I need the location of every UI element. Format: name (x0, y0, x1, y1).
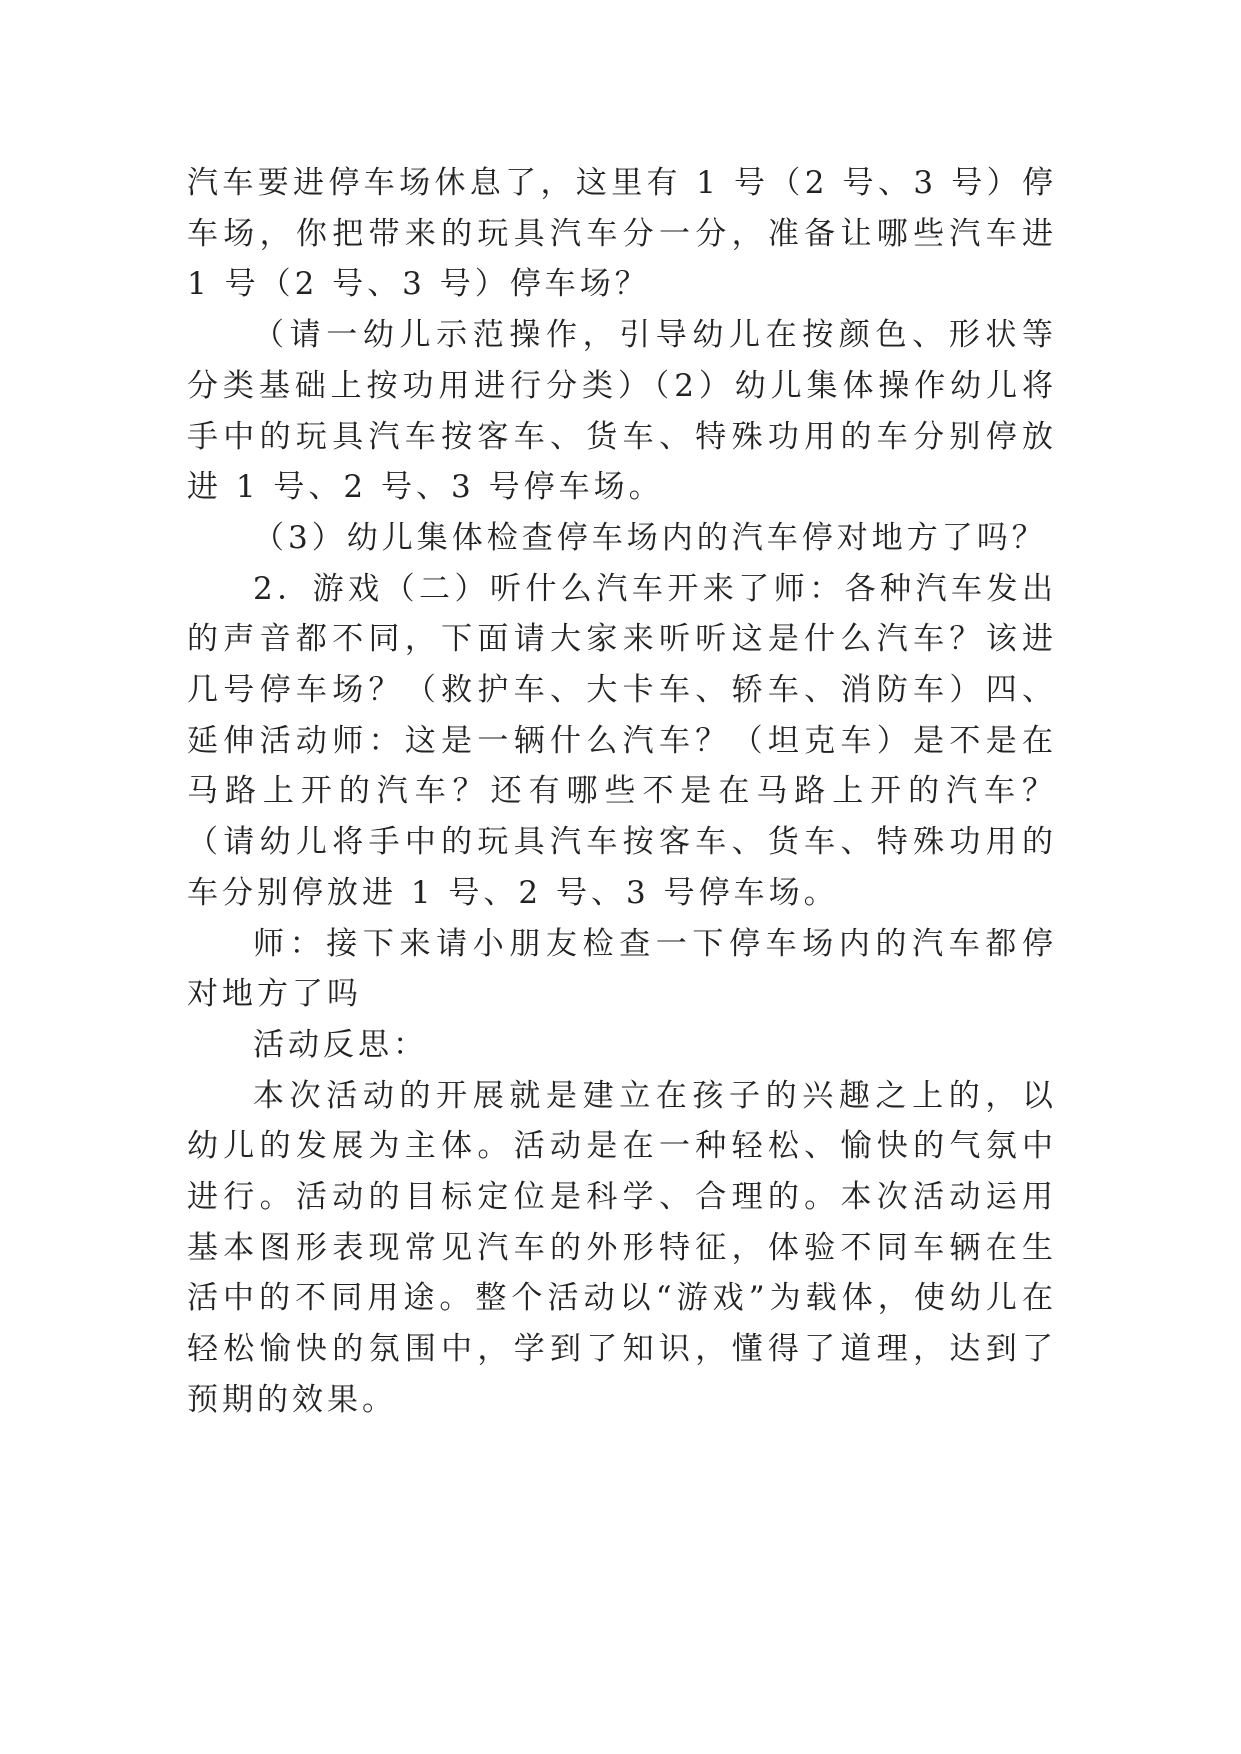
paragraph-game-two: 2．游戏（二）听什么汽车开来了师：各种汽车发出的声音都不同，下面请大家来听听这是什么汽车？该进几号停车场？（救护车、大卡车、轿车、消防车）四、延伸活动师：这是一辆什么汽车？（坦克车）是不是在马路上开的汽车？还有哪些不是在马路上开的汽车？（请幼儿将手中的玩具汽车按客车、货车、特殊功用的车分别停放进 1 号、2 号、3 号停车场。 (187, 570, 1057, 911)
paragraph-reflection-heading: 活动反思： (253, 1026, 428, 1063)
document-body (187, 158, 1057, 1426)
paragraph-teacher-check: 师：接下来请小朋友检查一下停车场内的汽车都停对地方了吗 (187, 925, 1057, 1013)
paragraph-demonstration: （请一幼儿示范操作，引导幼儿在按颜色、形状等分类基础上按功用进行分类）（2）幼儿集体操作幼儿将手中的玩具汽车按客车、货车、特殊功用的车分别停放进 1 号、2 号、3 号停车场。 (187, 317, 1057, 506)
paragraph-group-check: （3）幼儿集体检查停车场内的汽车停对地方了吗？ (253, 519, 1047, 556)
paragraph-parking-question: 汽车要进停车场休息了，这里有 1 号（2 号、3 号）停车场，你把带来的玩具汽车分一分，准备让哪些汽车进 1 号（2 号、3 号）停车场？ (187, 165, 1057, 303)
paragraph-reflection-body: 本次活动的开展就是建立在孩子的兴趣之上的，以幼儿的发展为主体。活动是在一种轻松、愉快的气氛中进行。活动的目标定位是科学、合理的。本次活动运用基本图形表现常见汽车的外形特征，体验不同车辆在生活中的不同用途。整个活动以“游戏”为载体，使幼儿在轻松愉快的氛围中，学到了知识，懂得了道理，达到了预期的效果。 (187, 1077, 1057, 1418)
